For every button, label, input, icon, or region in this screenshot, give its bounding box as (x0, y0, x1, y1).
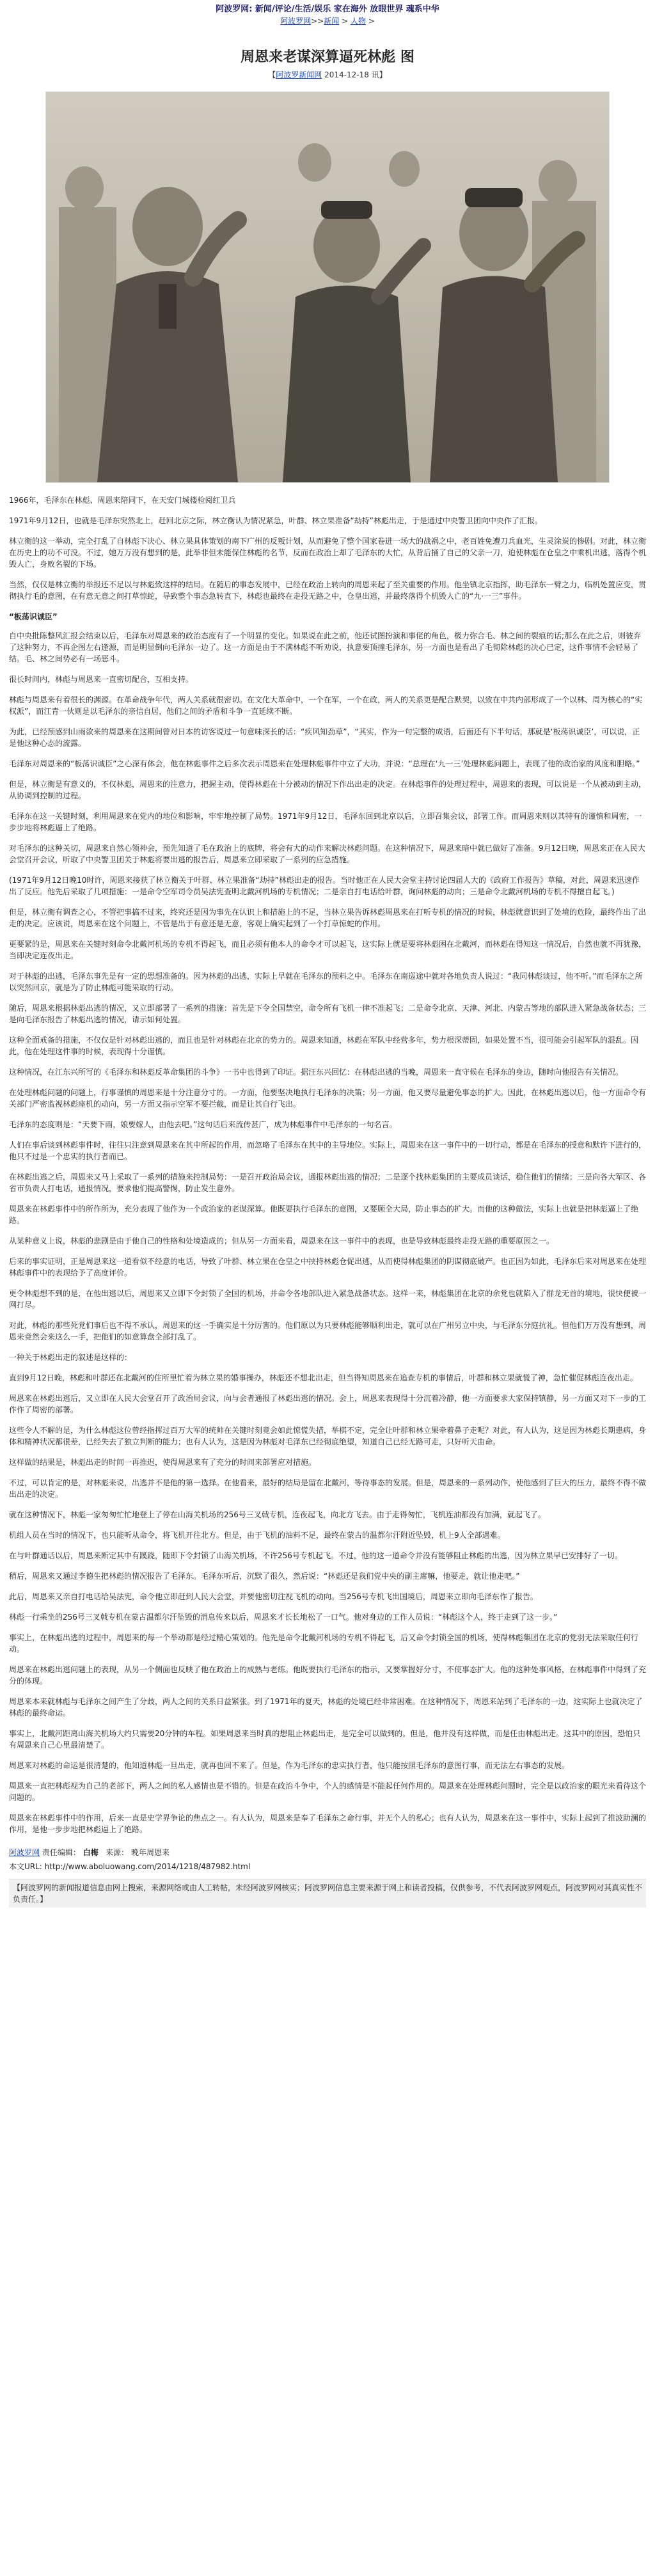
body-paragraph: 人们在事后谈到林彪事件时，往往只注意到周恩来在其中所起的作用，而忽略了毛泽东在其中的主导地位。实际上，周恩来在这一事件中的一切行动，都是在毛泽东的授意和默许下进行的，他只不过是一个忠实的执行者而已。 (9, 1141, 647, 1161)
editor-site-link[interactable]: 阿波罗网 (9, 1848, 40, 1857)
body-paragraph: 毛泽东对周恩来的“板荡识诚臣”之心深有体会，他在林彪事件之后多次表示周恩来在处理林彪事件中立了大功，并说：“总理在‘九一三’处理林彪问题上，表现了他的政治家的风度和胆略。” (9, 759, 640, 768)
breadcrumb-news-link[interactable]: 新闻 (324, 17, 340, 26)
body-paragraph: 这种情况，在江东兴所写的《毛泽东和林彪反革命集团的斗争》一书中也得到了印证。据汪东兴回忆：在林彪出逃的当晚，周恩来一直守候在毛泽东的身边，随时向他报告有关情况。 (9, 1068, 624, 1077)
body-paragraph: 但是，林立衡有调查之心，不管把事搞不过来，终究还是因为事先在认识上和措施上的不足，当林立果告诉林彪周恩来在打听专机的情况的时候，林彪就意识到了处境的危险，最终作出了出走的决定。应该说，周恩来在这个问题上，不管是出于有意还是无意，客观上确实起到了一个打草惊蛇的作用。 (9, 908, 647, 928)
body-paragraph: 但是，林立衡是有意义的，不仅林彪，周恩来的注意力，把握主动，使得林彪在十分被动的情况下作出出走的决定。在林彪事件的处理过程中，周恩来的表现，可以说是一个从被动到主动，从协调到控制的过程。 (9, 780, 647, 800)
byline-close-bracket: 】 (379, 70, 387, 79)
article-url[interactable]: http://www.aboluowang.com/2014/1218/487982.html (44, 1862, 251, 1871)
body-paragraph: 周恩来在林彪出逃后，又立即在人民大会堂召开了政治局会议，向与会者通报了林彪出逃的情况。会上，周恩来表现得十分沉着冷静，他一方面要求大家保持镇静，另一方面又对下一步的工作作了周密的部署。 (9, 1394, 647, 1414)
body-paragraph: (1971年9月12日晚10时许，周恩来接获了林立衡关于叶群、林立果准备“劫持”林彪出走的报告。当时他正在人民大会堂主持讨论四届人大的《政府工作报告》草稿，对此，周恩来迅速作出了反应。他先后采取了几项措施：一是命令空军司令员吴法宪查明北戴河机场的专机情况；二是亲自打电话给叶群，询问林彪的动向；三是命令北戴河机场的专机不得擅自起飞。) (9, 876, 640, 896)
body-paragraph: 为此，已经预感到山雨欲来的周恩来在这期间曾对日本的访客说过一句意味深长的话：“疾风知劲草”，“其实，作为一句完整的成语，后面还有下半句话，那就是‘板荡识诚臣’，可以说，正是他这种心态的流露。 (9, 727, 640, 748)
body-paragraph: 林彪一行乘坐的256号三叉戟专机在蒙古温都尔汗坠毁的消息传来以后，周恩来才长长地松了一口气。他对身边的工作人员说：“林彪这个人，终于走到了这一步。” (9, 1613, 558, 1622)
body-paragraph: 更令林彪想不到的是，在他出逃以后，周恩来又立即下令封锁了全国的机场，并命令各地部队进入紧急战备状态。这样一来，林彪集团在北京的余党也就陷入了群龙无首的境地，很快便被一网打尽。 (9, 1289, 647, 1309)
article-title: 周恩来老谋深算逼死林彪 图 (241, 49, 414, 65)
body-paragraph: 林彪与周恩来有着很长的渊源。在革命战争年代，两人关系就很密切。在文化大革命中，一个在军，一个在政，两人的关系更是配合默契，以致在中共内部形成了一个以林、周为核心的“实权派”，而江青一伙则是以毛泽东的亲信自居，他们之间的矛盾和斗争一直延续不断。 (9, 695, 643, 716)
article-photo (45, 91, 610, 483)
body-paragraph: 就在这种情况下，林彪一家匆匆忙忙地登上了停在山海关机场的256号三叉戟专机，连夜起飞，向北方飞去。由于走得匆忙，飞机连油都没有加满，就起飞了。 (9, 1510, 546, 1519)
body-paragraph: 对毛泽东的这种关切，周恩来自然心领神会，预先知道了毛在政治上的底牌，将会有大的动作来解决林彪问题。在这种情况下，周恩来暗中就已做好了准备。9月12日晚，周恩来正在人民大会堂召开会议，听取了中央警卫团关于林彪将要出逃的报告后，周恩来立即采取了一系列的应急措施。 (9, 844, 645, 864)
body-paragraph: 这种全面戒备的措施，不仅仅是针对林彪出逃的，而且也是针对林彪在北京的势力的。周恩来知道，林彪在军队中经营多年，势力根深蒂固，如果处置不当，很可能会引起军队的混乱。因此，他在处理这件事的时候，表现得十分谨慎。 (9, 1036, 639, 1056)
body-paragraph: 这样做的结果是，林彪出走的时间一再推迟，使得周恩来有了充分的时间来部署应对措施。 (9, 1458, 317, 1467)
article-url-line (9, 1861, 646, 1872)
body-paragraph: 从某种意义上说，林彪的悲剧是由于他自己的性格和处境造成的；但从另一方面来看，周恩来在这一事件中的表现，也是导致林彪最终走投无路的重要原因之一。 (9, 1237, 555, 1245)
photo-caption: 1966年，毛泽东在林彪、周恩来陪同下，在天安门城楼检阅红卫兵 (9, 496, 236, 505)
body-paragraph: 在处理林彪问题的问题上，行事谨慎的周恩来是十分注意分寸的。一方面，他要坚决地执行毛泽东的决策；另一方面，他又要尽量避免事态的扩大。因此，在林彪出逃以后，他一方面命令有关部门严密监视林彪座机的动向，另一方面又指示空军不要拦截，而是让其自行飞出。 (9, 1088, 647, 1109)
body-paragraph: 林立衡的这一举动，完全打乱了自林彪下决心、林立果具体策划的南下广州的反叛计划，从而避免了整个国家卷进一场大的战祸之中，老百姓免遭刀兵血光，生灵涂炭的惨剧。对此，林立衡在历史上的功不可没。不过，她万万没有想到的是，此举非但未能保住林彪的名节，反而在政治上却了毛泽东的大忙，从背后捅了自己的父亲一刀，迫使林彪在仓皇之中乘机出逃，落得个机毁人亡，身败名裂的下场。 (9, 537, 647, 569)
body-paragraph: 1971年9月12日，也就是毛泽东突然北上，赶回北京之际，林立衡认为情况紧急，叶群、林立果准备“劫持”林彪出走，于是通过中央警卫团向中央作了汇报。 (9, 516, 542, 525)
body-paragraph: 事实上，北戴河距离山海关机场大约只需要20分钟的车程。如果周恩来当时真的想阻止林彪出走，是完全可以做到的。但是，他并没有这样做，而是任由林彪出走。这其中的原因，恐怕只有周恩来自己心里最清楚了。 (9, 1729, 641, 1750)
body-paragraph: 后来的事实证明，正是周恩来这一道看似不经意的电话，导致了叶群、林立果在仓皇之中挟持林彪仓促出逃，从而使得林彪集团的阴谋彻底破产。也正因为如此，毛泽东后来对周恩来在处理林彪事件中的表现给予了高度评价。 (9, 1257, 647, 1277)
site-title: 阿波罗网: 新闻/评论/生活/娱乐 家在海外 放眼世界 魂系中华 (216, 4, 439, 14)
body-paragraph: 对于林彪的出逃，毛泽东事先是有一定的思想准备的。因为林彪的出逃，实际上早就在毛泽东的预料之中。毛泽东在南巡途中就对各地负责人说过：“我同林彪谈过，他不听。”而毛泽东之所以突然回京，就是为了防止林彪可能采取的行动。 (9, 972, 643, 992)
byline-source-link[interactable]: 阿波罗新闻网 (276, 70, 322, 79)
body-paragraph: 周恩来在林彪事件中的作用，后来一直是史学界争论的焦点之一。有人认为，周恩来是奉了毛泽东之命行事，并无个人的私心；也有人认为，周恩来在这一事件中，实际上起到了推波助澜的作用，是他一步步地把林彪逼上了绝路。 (9, 1813, 647, 1834)
body-paragraph: 对此，林彪的那些死党们事后也不得不承认，周恩来的这一手确实是十分厉害的。他们原以为只要林彪能够顺利出走，就可以在广州另立中央，与毛泽东分庭抗礼。但他们万万没有想到，周恩来竟然会来这么一手，把他们的如意算盘全部打乱了。 (9, 1321, 647, 1341)
body-paragraph: 直到9月12日晚，林彪和叶群还在北戴河的住所里忙着为林立果的婚事操办，林彪还不想北出走，但当得知周恩来在追查专机的事情后，叶群和林立果就慌了神，急忙催促林彪连夜出走。 (9, 1373, 638, 1382)
body-paragraph: 机组人员在当时的情况下，也只能听从命令，将飞机开往北方。但是，由于飞机的油料不足，最终在蒙古的温都尔汗附近坠毁，机上9人全部遇难。 (9, 1531, 505, 1540)
editor-info (9, 1847, 646, 1858)
body-paragraph: 周恩来一直把林彪视为自己的老部下，两人之间的私人感情也是不错的。但是在政治斗争中，个人的感情是不能起任何作用的。周恩来在处理林彪问题时，完全是以政治家的眼光来看待这个问题的。 (9, 1782, 647, 1802)
body-paragraph: 更要紧的是，周恩来在关键时刻命令北戴河机场的专机不得起飞，而且必须有他本人的命令才可以起飞，这实际上就是要将林彪困在北戴河，而林彪在得知这一情况后，自然也就不再犹豫，当即决定连夜出走。 (9, 940, 647, 960)
body-paragraph: 不过，可以肯定的是，对林彪来说，出逃并不是他的第一选择。在他看来，最好的结局是留在北戴河，等待事态的发展。但是，周恩来的一系列动作，使他感到了巨大的压力，最终不得不做出出走的决定。 (9, 1478, 647, 1499)
body-paragraph: 这些令人不解的是，为什么林彪这位曾经指挥过百万大军的统帅在关键时刻竟会如此惊慌失措，举棋不定，完全让叶群和林立果牵着鼻子走呢？对此，有人认为，这是因为林彪长期患病，身体和精神状况都很差，已经失去了独立判断的能力；也有人认为，这是因为林彪对毛泽东已经彻底绝望，知道自己已经无路可走，只好听天由命。 (9, 1426, 647, 1446)
breadcrumb-separator: > (368, 17, 375, 26)
site-header (0, 0, 655, 45)
body-paragraph: 当然，仅仅是林立衡的举报还不足以与林彪致这样的结局。在随后的事态发展中，已经在政治上转向的周恩来起了至关重要的作用。他坐镇北京指挥，助毛泽东一臂之力，临机处置应变，贯彻执行毛的意图，在有意无意之间打草惊蛇，导致整个事态急转直下，林彪也最终在走投无路之中，仓皇出逃，并最终落得个机毁人亡的“九·一三”事件。 (9, 580, 647, 601)
editor-label: 责任编辑： (42, 1848, 81, 1857)
body-paragraph: 周恩来本来就林彪与毛泽东之间产生了分歧，两人之间的关系日益紧张。到了1971年的夏天，林彪的处境已经非常困难。在这种情况下，周恩来站到了毛泽东的一边，这实际上也就决定了林彪的最终命运。 (9, 1697, 643, 1718)
body-paragraph: 周恩来在林彪事件中的所作所为，充分表现了他作为一个政治家的老谋深算。他既要执行毛泽东的意图，又要顾全大局，防止事态的扩大。而他的这种做法，实际上也就是把林彪逼上了绝路。 (9, 1205, 639, 1225)
body-paragraph: 周恩来对林彪的命运是很清楚的，他知道林彪一旦出走，就再也回不来了。但是，作为毛泽东的忠实执行者，他只能按照毛泽东的意图行事，而无法左右事态的发展。 (9, 1761, 570, 1770)
body-paragraph: 事实上，在林彪出逃的过程中，周恩来的每一个举动都是经过精心策划的。他先是命令北戴河机场的专机不得起飞，后又命令封锁全国的机场，使得林彪集团在北京的党羽无法采取任何行动。 (9, 1633, 639, 1654)
source-label: 来源： (106, 1848, 129, 1857)
body-paragraph: 自中央批陈整风汇报会结束以后，毛泽东对周恩来的政治态度有了一个明显的变化。如果说在此之前，他还试图扮演和事佬的角色，极力弥合毛、林之间的裂痕的话;那么在此之后，则彼弃了这种努力，不再企图左右逢源，而是明显倒向毛泽东一边了。这一方面是由于不满林彪不听劝说，执意要顶撞毛泽东，另一方面也是看出了毛彻除林彪的决心已定，这件事情不会轻易了结。毛、林之间势必有一场恶斗。 (9, 631, 642, 663)
url-label: 本文URL: (9, 1862, 42, 1871)
section-heading: “板荡识诚臣” (9, 612, 58, 621)
body-paragraph: 毛泽东在这一关键时刻，利用周恩来在党内的地位和影响，牢牢地控制了局势。1971年9月12日，毛泽东回到北京以后，立即召集会议，部署工作。而周恩来则以其特有的谨慎和周密，一步步地将林彪逼上了绝路。 (9, 812, 642, 832)
breadcrumb-separator: >> (311, 17, 324, 26)
breadcrumb (0, 15, 655, 27)
editor-name: 白梅 (83, 1848, 99, 1857)
body-paragraph: 在林彪出逃之后，周恩来又马上采取了一系列的措施来控制局势：一是召开政治局会议，通报林彪出逃的情况；二是逐个找林彪集团的主要成员谈话，稳住他们的情绪；三是向各大军区、各省市负责人打电话，通报情况，要求他们提高警惕，防止发生意外。 (9, 1173, 647, 1193)
body-paragraph: 在与叶群通话以后，周恩来断定其中有蹊跷，随即下令封锁了山海关机场，不许256号专机起飞。不过，他的这一道命令并没有能够阻止林彪的出逃，因为林立果早已安排好了一切。 (9, 1551, 622, 1560)
breadcrumb-section-link[interactable]: 人物 (350, 17, 366, 26)
disclaimer-footer: 【阿波罗网的新闻报道信息由网上搜索，来源网络或由人工转帖，未经阿波罗网核实；阿波罗网信息主要来源于网上和读者投稿，仅供参考，不代表阿波罗网观点，阿波罗网对其真实性不负责任。】 (9, 1879, 646, 1908)
body-paragraph: 周恩来在林彪出逃问题上的表现，从另一个侧面也反映了他在政治上的成熟与老练。他既要执行毛泽东的指示，又要掌握好分寸，不使事态扩大。他的这种处事风格，在林彪事件中得到了充分的体现。 (9, 1665, 647, 1686)
body-paragraph: 一种关于林彪出走的叙述是这样的： (9, 1353, 132, 1362)
source-name: 晚年周恩来 (131, 1848, 170, 1857)
breadcrumb-home-link[interactable]: 阿波罗网 (280, 17, 312, 26)
body-paragraph: 稍后，周恩来又通过李德生把林彪的情况报告了毛泽东。毛泽东听后，沉默了很久，然后说：“林彪还是我们党中央的副主席嘛，他要走，就让他走吧。” (9, 1572, 520, 1581)
article-byline (0, 69, 655, 80)
body-paragraph: 此后，周恩来又亲自打电话给吴法宪，命令他立即赶到人民大会堂，并要他密切注视飞机的动向。当256号专机飞出国境后，周恩来立即向毛泽东作了报告。 (9, 1592, 538, 1601)
article-body (9, 515, 646, 1835)
historical-photo-illustration (46, 92, 609, 482)
byline-date: 2014-12-18 讯 (324, 70, 379, 79)
byline-open-bracket: 【 (268, 70, 276, 79)
body-paragraph: 很长时间内，林彪与周恩来一直密切配合，互相支持。 (9, 675, 194, 684)
body-paragraph: 随后，周恩来根据林彪出逃的情况，又立即部署了一系列的措施：首先是下令全国禁空，命令所有飞机一律不准起飞；二是命令北京、天津、河北、内蒙古等地的部队进入紧急战备状态；三是向毛泽东报告了林彪出逃的情况，请示如何处置。 (9, 1004, 647, 1024)
breadcrumb-separator: > (342, 17, 349, 26)
body-paragraph: 毛泽东的态度则是：“天要下雨，娘要嫁人，由他去吧。”这句话后来流传甚广，成为林彪事件中毛泽东的一句名言。 (9, 1120, 397, 1129)
